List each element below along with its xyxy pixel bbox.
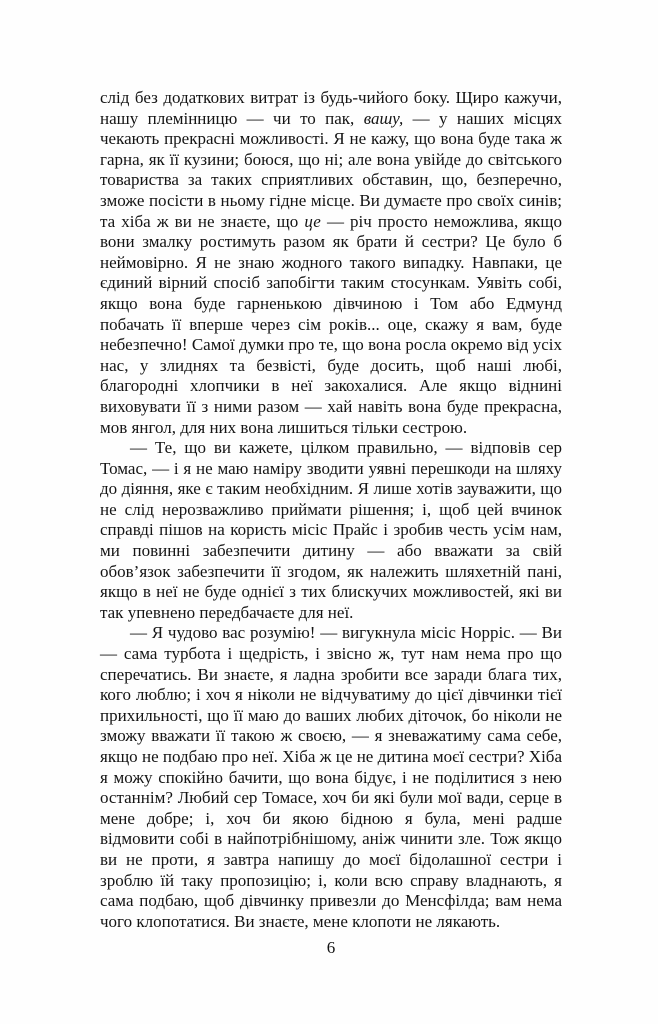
text-run: — Те, що ви кажете, цілком правильно, — відповів сер Томас, — і я не маю наміру зводити уявні перешкоди на шляху до діяння, яке є таким необхідним. Я лише хотів зауважити, що не слід нерозважливо приймати рішення; і, щоб цей вчинок справді пішов на користь місіс Прайс і зробив честь усім нам, ми повинні забезпечити дитину — або вважати за свій обов’язок забезпечити її згодом, як належить шляхетній пані, якщо в неї не буде однієї з тих блискучих можливостей, які ви так упевнено передбачаєте для неї. (100, 438, 562, 622)
paragraph (100, 438, 562, 623)
italic-text-run: це (304, 211, 321, 231)
text-run: слід без додаткових витрат із будь-чийого боку. Щиро кажучи, нашу племінницю — чи то пак, (100, 88, 562, 128)
text-run: — річ просто неможлива, якщо вони змалку ростимуть разом як брати й сестри? Це було б неймовірно. Я не знаю жодного такого випадку. Навпаки, це єдиний вірний спосіб запобігти таким стосункам. Уявіть собі, якщо вона буде гарненькою дівчиною і Том або Едмунд побачать її вперше через сім років... оце, скажу я вам, буде небезпечно! Самої думки про те, що вона росла окремо від усіх нас, у злиднях та безвісті, буде досить, щоб наші любі, благородні хлопчики в неї закохалися. Але якщо віднині виховувати її з ними разом — хай навіть вона буде прекрасна, мов янгол, для них вона лишиться тільки сестрою. (100, 211, 562, 437)
text-run: — у наших місцях чекають прекрасні можливості. Я не кажу, що вона буде така ж гарна, як її кузини; боюся, що ні; але вона увійде до світського товариства за таких сприятливих обставин, що, безперечно, зможе посісти в ньому гідне місце. Ви думаєте про своїх синів; та хіба ж ви не знаєте, що (100, 108, 563, 231)
paragraph (100, 623, 562, 932)
page-number: 6 (326, 938, 336, 957)
text-run: — Я чудово вас розумію! — вигукнула місіс Норріс. — Ви — сама турбота і щедрість, і звісно ж, тут нам нема про що сперечатись. Ви знаєте, я ладна зробити все заради блага тих, кого люблю; і хоч я ніколи не відчуватиму до цієї дівчинки тієї прихильності, що її маю до ваших любих діточок, бо ніколи не зможу вважати її такою ж своєю, — я зневажатиму сама себе, якщо не подбаю про неї. Хіба ж це не дитина моєї сестри? Хіба я можу спокійно бачити, що вона бідує, і не поділитися з нею останнім? Любий сер Томасе, хоч би які були мої вади, серце в мене добре; і, хоч би якою бідною я була, мені радше відмовити собі в найпотрібнішому, аніж чинити зле. Тож якщо ви не проти, я завтра напишу до моєї бідолашної сестри і зроблю їй таку пропозицію; і, коли всю справу владнають, я сама подбаю, щоб дівчинку привезли до Менсфілда; вам нема чого клопотатися. Ви знаєте, мене клопоти не лякають. (100, 623, 562, 931)
italic-text-run: вашу, (363, 108, 404, 128)
paragraph (100, 88, 562, 438)
text-block (100, 88, 562, 932)
